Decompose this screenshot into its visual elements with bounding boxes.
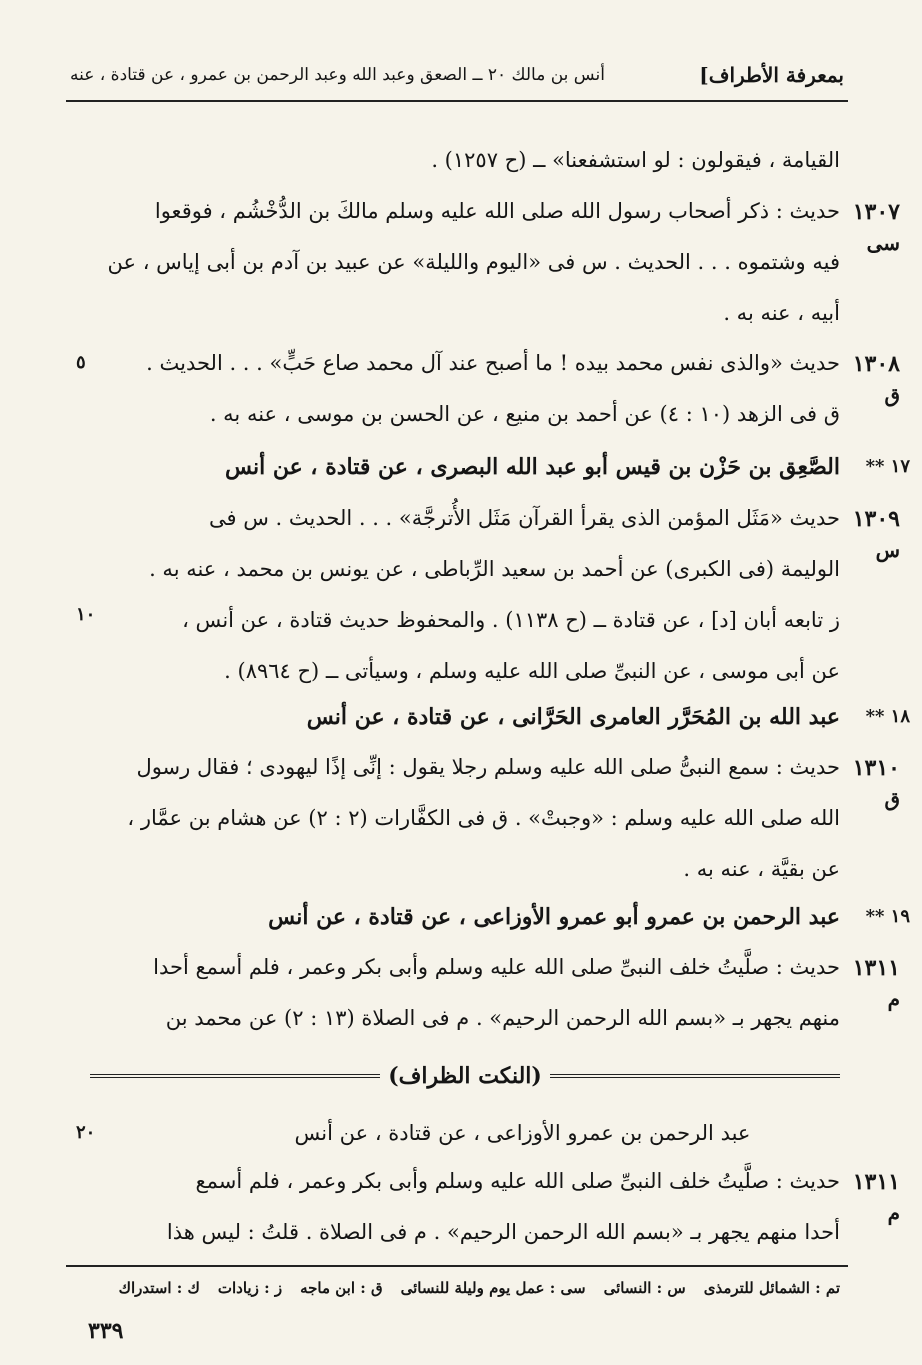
hadith-line: حديث : صلَّيتُ خلف النبىِّ صلى الله عليه وسلم وأبى بكر وعمر ، فلم أسمع أحدا [153,955,840,979]
abbr-item: س : النسائى [603,1279,686,1297]
nukat-heading [105,1108,840,1159]
source-siglum: م [887,1201,900,1225]
continuation-text: القيامة ، فيقولون : لو استشفعنا» ــ (ح ١٢٥٧) . [431,148,840,172]
hadith-line: ز تابعه أبان [د] ، عن قتادة ــ (ح ١١٣٨) . والمحفوظ حديث قتادة ، عن أنس ، [182,608,840,632]
hadith-entry-1308 [105,338,900,440]
abbr-item: ز : زيادات [217,1279,283,1297]
hadith-line: عن بقيَّة ، عنه به . [683,857,840,881]
hadith-line: أبيه ، عنه به . [723,301,840,325]
header-middle: أنس بن مالك ٢٠ ــ الصعق وعبد الله وعبد الرحمن بن عمرو ، عن قتادة ، عنه [70,65,605,85]
source-siglum: م [887,987,900,1011]
hadith-line: الوليمة (فى الكبرى) عن أحمد بن سعيد الرِّباطى ، عن يونس بن محمد ، عنه به . [149,557,840,581]
hadith-line: الله صلى الله عليه وسلم : «وجبتْ» . ق فى الكفَّارات (٢ : ٢) عن هشام بن عمَّار ، [127,806,840,830]
hadith-entry-1311 [105,942,900,1044]
nukat-separator [90,1056,840,1096]
source-siglum: سى [866,231,900,255]
source-siglum: ق [884,383,900,407]
hadith-line: منهم يجهر بـ «بسم الله الرحمن الرحيم» . م فى الصلاة (١٣ : ٢) عن محمد بن [165,1006,840,1030]
hadith-line: حديث «مَثَل المؤمن الذى يقرأ القرآن مَثَل الأُترجَّة» . . . الحديث . س فى [209,506,840,530]
narrator-heading-17 [105,442,910,492]
continuation-block [105,135,840,186]
line-number-5: ٥ [76,352,86,373]
hadith-entry-1310 [105,742,900,895]
abbreviations-footer [66,1270,840,1306]
page-number: ٣٣٩ [88,1318,124,1344]
hadith-line: عن أبى موسى ، عن النبىِّ صلى الله عليه وسلم ، وسيأتى ــ (ح ٨٩٦٤) . [224,659,840,683]
nukat-title: (النكت الظراف) [388,1063,542,1089]
line-number-20: ٢٠ [76,1122,96,1143]
abbr-item: تم : الشمائل للترمذى [703,1279,840,1297]
nukat-entry-1311 [105,1156,900,1258]
narrator-heading-text: عبد الرحمن بن عمرو أبو عمرو الأوزاعى ، عن قتادة ، عن أنس [268,904,840,930]
header-right: بمعرفة الأطراف] [699,63,844,87]
hadith-line: حديث «والذى نفس محمد بيده ! ما أصبح عند آل محمد صاع حَبٍّ» . . . الحديث . [146,351,840,375]
hadith-line: حديث : سمع النبىُّ صلى الله عليه وسلم رجلا يقول : إنِّى إذًا ليهودى ؛ فقال رسول [136,755,840,779]
narrator-heading-text: الصَّعِق بن حَزْن بن قيس أبو عبد الله البصرى ، عن قتادة ، عن أنس [224,454,840,480]
running-header [70,55,844,95]
footer-rule [66,1265,848,1267]
double-rule-right [550,1074,840,1078]
source-siglum: ق [884,787,900,811]
header-rule [66,100,848,102]
abbr-item: سى : عمل يوم وليلة للنسائى [400,1279,586,1297]
hadith-number: ١٣١١ م [845,1156,900,1224]
narrator-number: ١٨ ** [865,706,910,727]
narrator-heading-19 [105,892,910,942]
abbr-item: ك : استدراك [118,1279,200,1297]
line-number-10: ١٠ [76,604,96,625]
source-siglum: س [875,538,900,562]
hadith-number: ١٣١١ م [845,942,900,1010]
hadith-entry-1309 [105,493,900,697]
nukat-line: أحدا منهم يجهر بـ «بسم الله الرحمن الرحيم» . م فى الصلاة . قلتُ : ليس هذا [166,1220,840,1244]
hadith-entry-1307 [105,186,900,339]
narrator-heading-18 [105,692,910,742]
hadith-line: فيه وشتموه . . . الحديث . س فى «اليوم والليلة» عن عبيد بن آدم بن أبى إياس ، عن [107,250,840,274]
hadith-number: ١٣٠٧ سى [845,186,900,254]
hadith-line: ق فى الزهد (١٠ : ٤) عن أحمد بن منيع ، عن الحسن بن موسى ، عنه به . [209,402,840,426]
narrator-number: ١٩ ** [865,906,910,927]
double-rule-left [90,1074,380,1078]
hadith-line: حديث : ذكر أصحاب رسول الله صلى الله عليه وسلم مالكَ بن الدُّخْشُم ، فوقعوا [154,199,840,223]
hadith-number: ١٣٠٨ ق [845,338,900,406]
narrator-heading-text: عبد الله بن المُحَرَّر العامرى الحَرَّانى ، عن قتادة ، عن أنس [306,704,840,730]
narrator-number: ١٧ ** [865,456,910,477]
hadith-number: ١٣١٠ ق [845,742,900,810]
nukat-heading-text: عبد الرحمن بن عمرو الأوزاعى ، عن قتادة ، عن أنس [294,1121,751,1145]
hadith-number: ١٣٠٩ س [845,493,900,561]
abbr-item: ق : ابن ماجه [300,1279,383,1297]
nukat-line: حديث : صلَّيتُ خلف النبىِّ صلى الله عليه وسلم وأبى بكر وعمر ، فلم أسمع [195,1169,840,1193]
